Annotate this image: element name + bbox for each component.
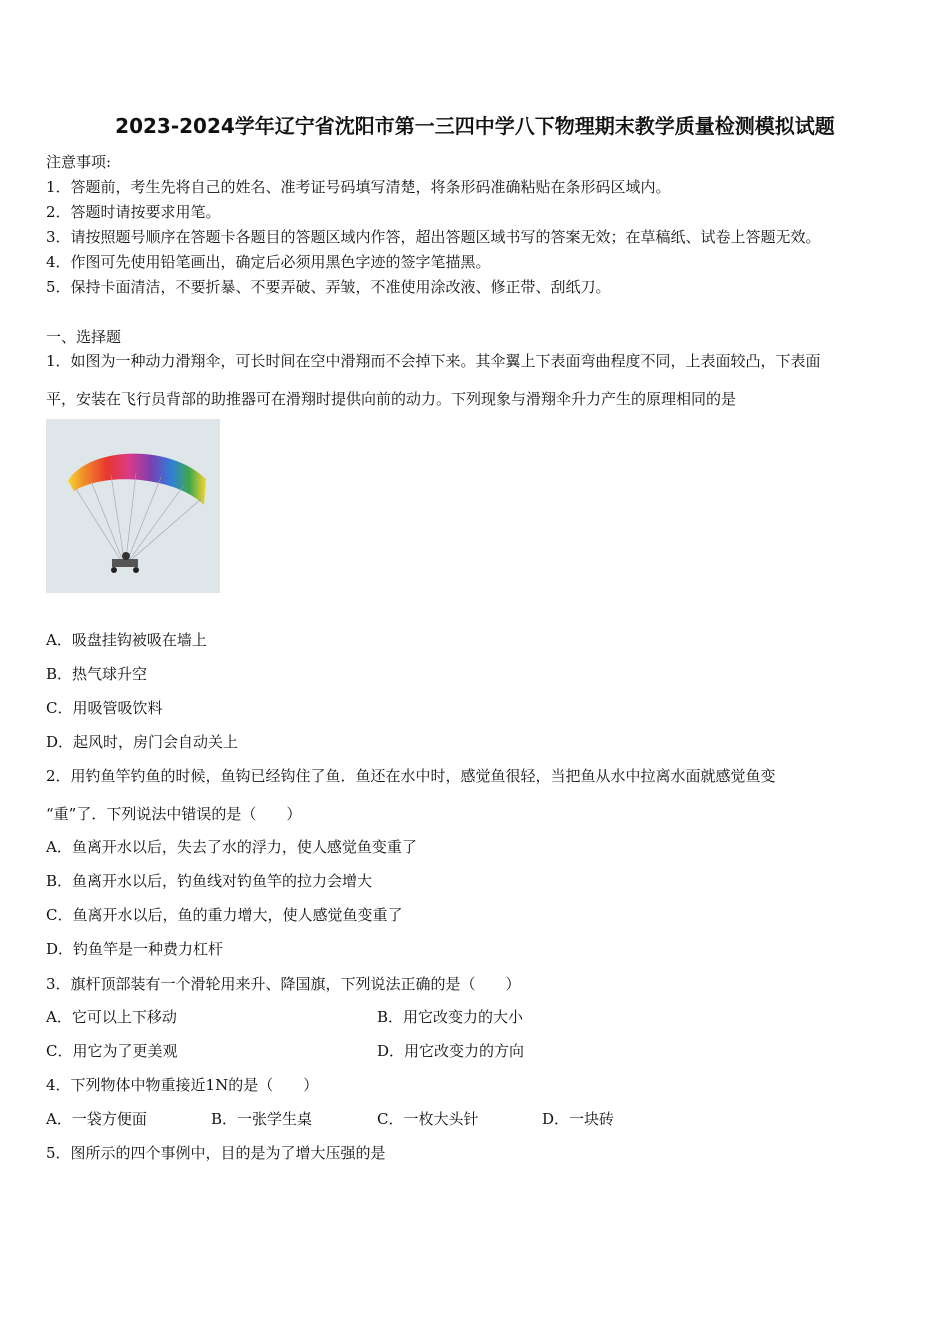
q4-option-c: C．一枚大头针 bbox=[377, 1110, 479, 1128]
section-heading: 一、选择题 bbox=[46, 328, 122, 346]
q1-option-d: D．起风时，房门会自动关上 bbox=[46, 733, 239, 751]
q2-option-b: B．鱼离开水以后，钓鱼线对钓鱼竿的拉力会增大 bbox=[46, 872, 373, 890]
q5-stem: 5．图所示的四个事例中，目的是为了增大压强的是 bbox=[46, 1144, 386, 1162]
q2-option-c: C．鱼离开水以后，鱼的重力增大，使人感觉鱼变重了 bbox=[46, 906, 403, 924]
paraglider-image bbox=[46, 419, 220, 593]
notice-item: 3．请按照题号顺序在答题卡各题目的答题区域内作答，超出答题区域书写的答案无效；在草稿纸、试卷上答题无效。 bbox=[46, 228, 821, 246]
q1-stem: 1．如图为一种动力滑翔伞，可长时间在空中滑翔而不会掉下来。其伞翼上下表面弯曲程度不同，上表面较凸，下表面 bbox=[46, 352, 821, 370]
notice-item: 2．答题时请按要求用笔。 bbox=[46, 203, 221, 221]
q4-option-a: A．一袋方便面 bbox=[46, 1110, 147, 1128]
q3-option-a: A．它可以上下移动 bbox=[46, 1008, 177, 1026]
q4-option-d: D．一块砖 bbox=[542, 1110, 615, 1128]
paraglider-illustration bbox=[46, 419, 220, 593]
q3-option-c: C．用它为了更美观 bbox=[46, 1042, 178, 1060]
q3-option-d: D．用它改变力的方向 bbox=[377, 1042, 525, 1060]
q2-stem-cont: “重”了．下列说法中错误的是（ ） bbox=[46, 805, 302, 823]
notice-item: 4．作图可先使用铅笔画出，确定后必须用黑色字迹的签字笔描黑。 bbox=[46, 253, 491, 271]
q4-stem: 4．下列物体中物重接近1N的是（ ） bbox=[46, 1076, 319, 1094]
q1-option-a: A．吸盘挂钩被吸在墙上 bbox=[46, 631, 207, 649]
q2-option-d: D．钓鱼竿是一种费力杠杆 bbox=[46, 940, 224, 958]
q2-stem: 2．用钓鱼竿钓鱼的时候，鱼钩已经钩住了鱼．鱼还在水中时，感觉鱼很轻，当把鱼从水中拉离水面就感觉鱼变 bbox=[46, 767, 776, 785]
q2-option-a: A．鱼离开水以后，失去了水的浮力，使人感觉鱼变重了 bbox=[46, 838, 417, 856]
notice-item: 5．保持卡面清洁，不要折暴、不要弄破、弄皱，不准使用涂改液、修正带、刮纸刀。 bbox=[46, 278, 611, 296]
notice-heading: 注意事项: bbox=[46, 153, 112, 171]
q3-stem: 3．旗杆顶部装有一个滑轮用来升、降国旗，下列说法正确的是（ ） bbox=[46, 975, 521, 993]
page-title: 2023-2024学年辽宁省沈阳市第一三四中学八下物理期末教学质量检测模拟试题 bbox=[115, 114, 835, 138]
q1-stem-cont: 平，安装在飞行员背部的助推器可在滑翔时提供向前的动力。下列现象与滑翔伞升力产生的原理相同的是 bbox=[46, 390, 737, 408]
q3-option-b: B．用它改变力的大小 bbox=[377, 1008, 524, 1026]
q1-option-c: C．用吸管吸饮料 bbox=[46, 699, 163, 717]
q1-option-b: B．热气球升空 bbox=[46, 665, 148, 683]
notice-item: 1．答题前，考生先将自己的姓名、准考证号码填写清楚，将条形码准确粘贴在条形码区域内。 bbox=[46, 178, 671, 196]
q4-option-b: B．一张学生桌 bbox=[211, 1110, 313, 1128]
